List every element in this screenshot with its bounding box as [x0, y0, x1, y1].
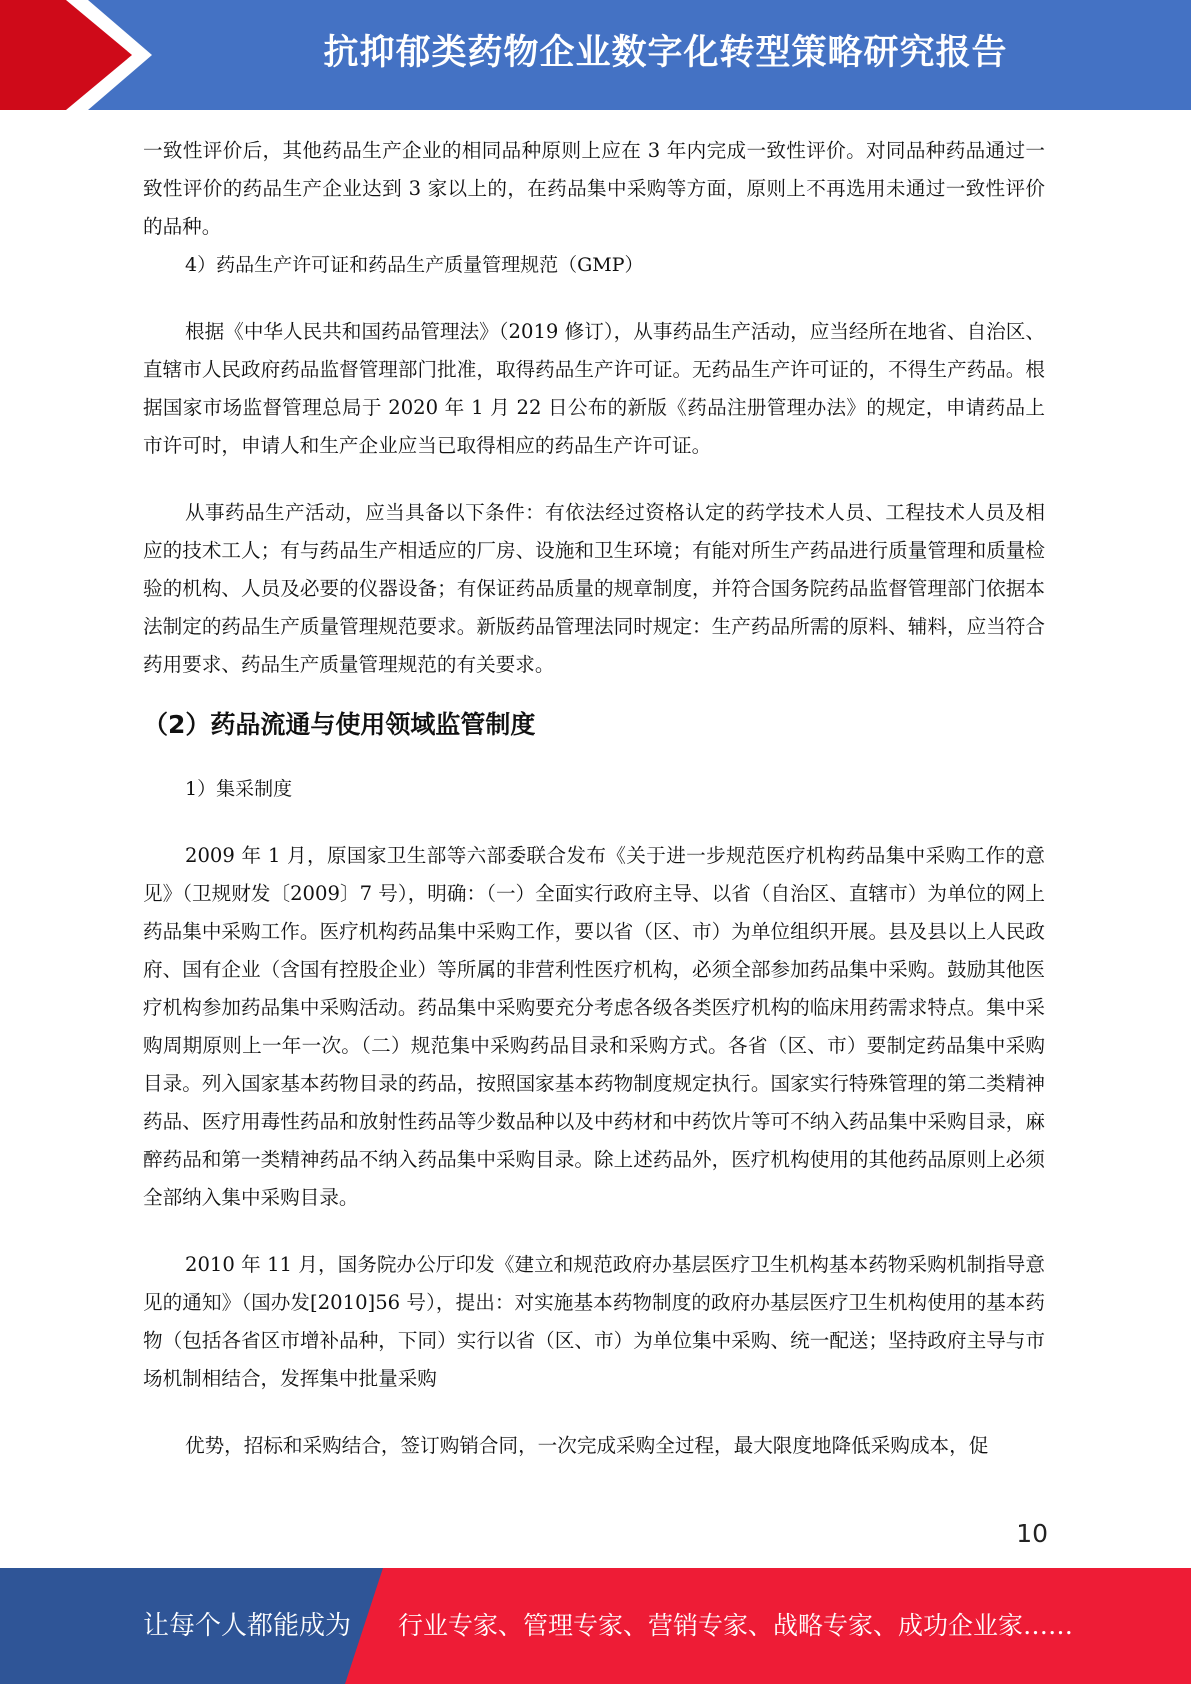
page-header — [0, 0, 1191, 110]
page-number: 10 — [1016, 1519, 1048, 1548]
subheading-gmp: 4）药品生产许可证和药品生产质量管理规范（GMP） — [185, 254, 644, 276]
paragraph-procurement-advantages: 优势，招标和采购结合，签订购销合同，一次完成采购全过程，最大限度地降低采购成本，促 — [185, 1434, 989, 1457]
report-title: 抗抑郁类药物企业数字化转型策略研究报告 — [323, 33, 1008, 73]
subheading-procurement: 1）集采制度 — [185, 778, 293, 800]
paragraph-production-conditions: 从事药品生产活动，应当具备以下条件：有依法经过资格认定的药学技术人员、工程技术人员及相应的技术工人；有与药品生产相适应的厂房、设施和卫生环境；有能对所生产药品进行质量管理和质量检验的机构、人员及必要的仪器设备；有保证药品质量的规章制度，并符合国务院药品监督管理部门依据本法制定的药品生产质量管理规范要求。新版药品管理法同时规定：生产药品所需的原料、辅料，应当符合药用要求、药品生产质量管理规范的有关要求。 — [143, 501, 1045, 676]
document-body — [143, 132, 1045, 1465]
footer-slogan-right: 行业专家、管理专家、营销专家、战略专家、成功企业家…… — [398, 1611, 1074, 1640]
footer-slogan-left: 让每个人都能成为 — [143, 1611, 352, 1641]
paragraph-drug-admin-law: 根据《中华人民共和国药品管理法》（2019 修订），从事药品生产活动，应当经所在地省、自治区、直辖市人民政府药品监督管理部门批准，取得药品生产许可证。无药品生产许可证的，不得生产药品。根据国家市场监督管理总局于 2020 年 1 月 22 日公布的新版《药品注册管理办法》的规定，申请药品上市许可时，申请人和生产企业应当已取得相应的药品生产许可证。 — [143, 320, 1045, 457]
section-heading-circulation: （2）药品流通与使用领域监管制度 — [143, 710, 536, 739]
paragraph-2010-procurement: 2010 年 11 月，国务院办公厅印发《建立和规范政府办基层医疗卫生机构基本药物采购机制指导意见的通知》（国办发[2010]56 号），提出：对实施基本药物制度的政府办基层医疗卫生机构使用的基本药物（包括各省区市增补品种，下同）实行以省（区、市）为单位集中采购、统一配送；坚持政府主导与市场机制相结合，发挥集中批量采购 — [143, 1253, 1045, 1390]
page-footer — [0, 1568, 1191, 1684]
paragraph-consistency-evaluation: 一致性评价后，其他药品生产企业的相同品种原则上应在 3 年内完成一致性评价。对同品种药品通过一致性评价的药品生产企业达到 3 家以上的，在药品集中采购等方面，原则上不再选用未通过一致性评价的品种。 — [143, 139, 1045, 238]
paragraph-2009-procurement: 2009 年 1 月，原国家卫生部等六部委联合发布《关于进一步规范医疗机构药品集中采购工作的意见》（卫规财发〔2009〕7 号），明确：（一）全面实行政府主导、以省（自治区、直辖市）为单位的网上药品集中采购工作。医疗机构药品集中采购工作，要以省（区、市）为单位组织开展。县及县以上人民政府、国有企业（含国有控股企业）等所属的非营利性医疗机构，必须全部参加药品集中采购。鼓励其他医疗机构参加药品集中采购活动。药品集中采购要充分考虑各级各类医疗机构的临床用药需求特点。集中采购周期原则上一年一次。（二）规范集中采购药品目录和采购方式。各省（区、市）要制定药品集中采购目录。列入国家基本药物目录的药品，按照国家基本药物制度规定执行。国家实行特殊管理的第二类精神药品、医疗用毒性药品和放射性药品等少数品种以及中药材和中药饮片等可不纳入药品集中采购目录，麻醉药品和第一类精神药品不纳入药品集中采购目录。除上述药品外，医疗机构使用的其他药品原则上必须全部纳入集中采购目录。 — [143, 844, 1045, 1209]
